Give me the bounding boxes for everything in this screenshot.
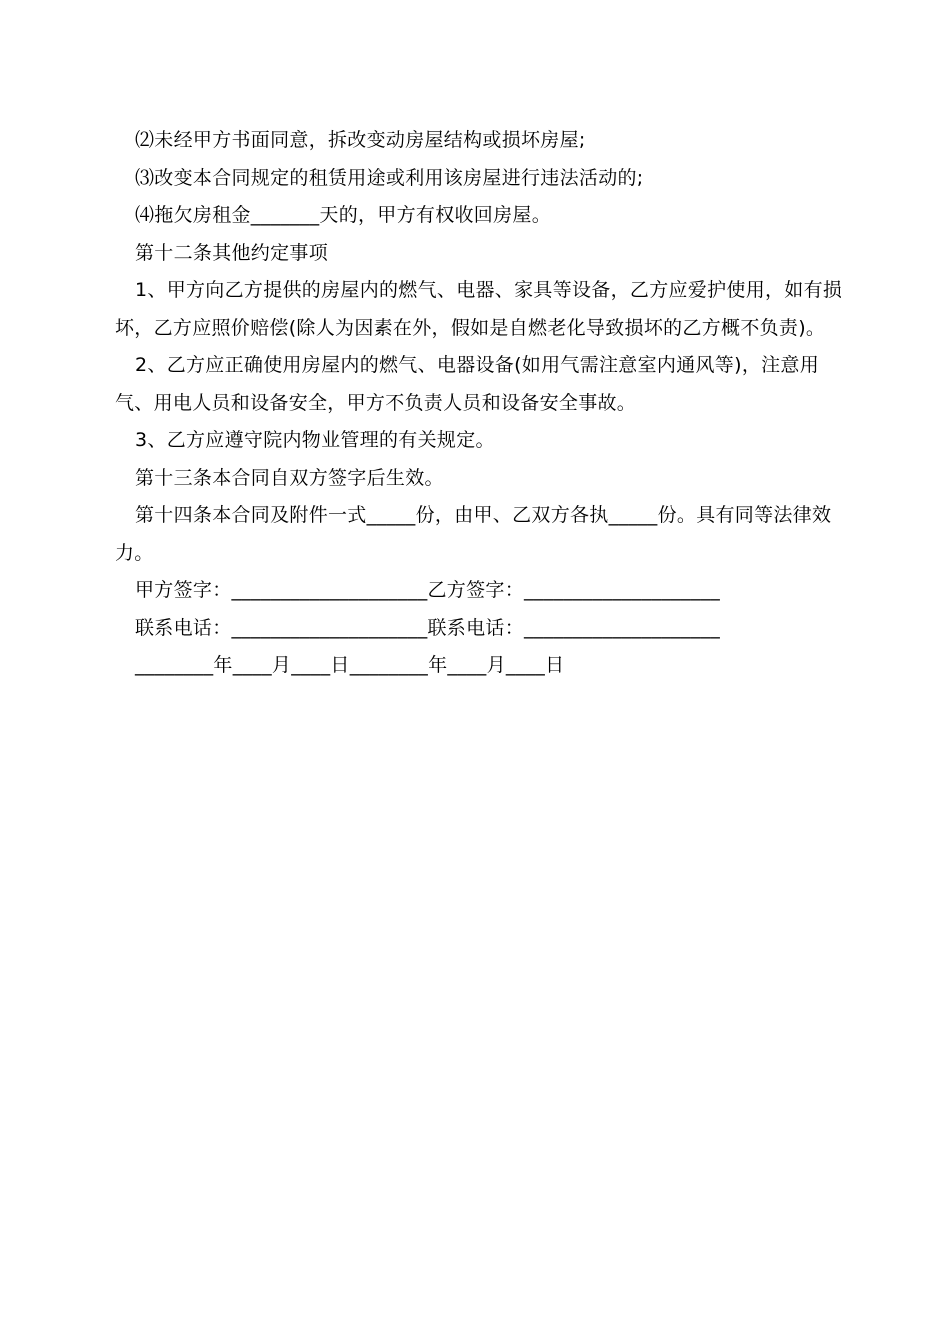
clause-item-2: ⑵未经甲方书面同意，拆改变动房屋结构或损坏房屋; <box>135 129 586 151</box>
clause-item-3: ⑶改变本合同规定的租赁用途或利用该房屋进行违法活动的; <box>135 166 644 189</box>
article-13: 第十三条本合同自双方签字后生效。 <box>135 466 444 489</box>
signature-line: 甲方签字：____________________乙方签字：____________________ <box>135 579 720 601</box>
clause-item-4: ⑷拖欠房租金_______天的，甲方有权收回房屋。 <box>135 204 552 226</box>
document-body <box>115 122 850 685</box>
date-line: ________年____月____日________年____月____日 <box>135 654 565 676</box>
phone-line: 联系电话：____________________联系电话：____________________ <box>135 616 720 639</box>
article-12-clause-3: 3、乙方应遵守院内物业管理的有关规定。 <box>135 429 495 451</box>
article-12-clause-1: 1、甲方向乙方提供的房屋内的燃气、电器、家具等设备，乙方应爱护使用，如有损坏，乙方应照价赔偿(除人为因素在外，假如是自燃老化导致损坏的乙方概不负责)。 <box>115 279 843 339</box>
article-12-clause-2: 2、乙方应正确使用房屋内的燃气、电器设备(如用气需注意室内通风等)，注意用气、用电人员和设备安全，甲方不负责人员和设备安全事故。 <box>115 354 820 414</box>
article-14: 第十四条本合同及附件一式_____份，由甲、乙双方各执_____份。具有同等法律效力。 <box>115 504 832 564</box>
article-12-heading: 第十二条其他约定事项 <box>135 241 329 264</box>
